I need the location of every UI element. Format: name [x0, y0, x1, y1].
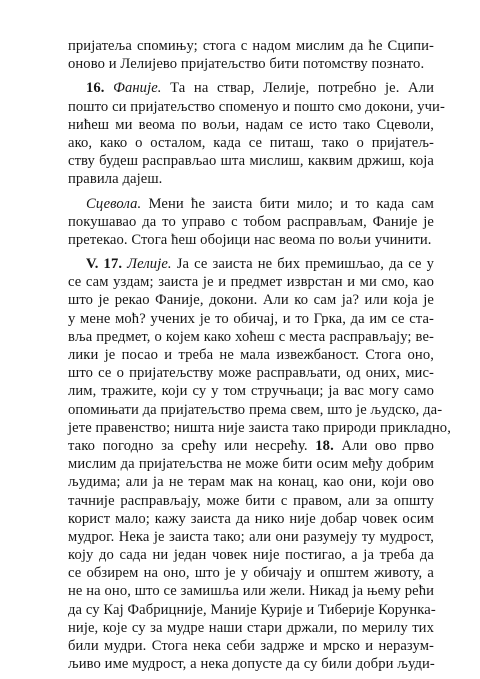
text-line [68, 346, 434, 364]
text-segment: Али ово прво [333, 437, 434, 454]
text-segment: се сам уздам; заиста је и предмет изврстан и ми смо, као [68, 274, 434, 291]
text-segment: што се о пријатељству може расправљати, од оних, мис- [68, 365, 434, 382]
text-line [68, 601, 434, 619]
text-line [68, 37, 434, 55]
text-segment: оново и Лелијево пријатељство бити потомству познато. [68, 56, 425, 73]
speaker-name: Лелије. [127, 256, 172, 273]
text-segment: покушавао да то управо с тобом расправљам, Фаније је [68, 213, 434, 230]
text-line [68, 510, 434, 528]
text-segment: претекао. Стога ћеш обојици нас веома по вољи учинити. [68, 231, 432, 248]
text-line [68, 637, 434, 655]
text-segment: мудрог. Нека је заиста тако; али они разумеју ту мудрост, [68, 528, 434, 545]
text-line [68, 55, 434, 73]
text-line [68, 255, 434, 273]
text-segment: ству будеш расправљао шта мислиш, каквим држиш, која [68, 153, 434, 170]
text-line [68, 116, 434, 134]
text-line [68, 473, 434, 491]
section-number: 18. [315, 437, 334, 454]
text-segment: били мудри. Стога нека себи задрже и мрско и неразум- [68, 638, 434, 654]
text-line [68, 528, 434, 546]
text-line [68, 582, 434, 600]
text-segment: лики је посао и треба не мала извежбаност. Стога оно, [68, 347, 434, 363]
text-segment: пријатеља спомињу; стога с надом мислим да ће Сципи- [68, 38, 434, 54]
text-line [68, 98, 445, 116]
text-line [68, 564, 434, 582]
text-line [68, 291, 434, 309]
text-segment: не на оно, што се замишља или жели. Никад ја њему рећи [68, 583, 434, 600]
text-segment: мислим да пријатељства не може бити осим међу добрим [68, 456, 434, 473]
text-line [68, 455, 434, 473]
text-segment [105, 80, 114, 96]
text-line [68, 79, 434, 97]
text-segment: људима; али ја не терам мак на конац, као они, који ово [68, 474, 434, 491]
text-segment: корист мало; кажу заиста да нико није добар човек осим [68, 510, 434, 527]
text-segment: нићеш ми веома по вољи, надам се исто тако Сцеволи, [68, 116, 434, 133]
text-line [68, 382, 434, 400]
text-segment: ако, како о осталом, када се питаш, тако о пријатељ- [68, 134, 434, 151]
text-segment: правила дајеш. [68, 171, 163, 188]
text-segment: лим, тражите, који су у том стручњаци; ја вас могу само [68, 383, 434, 400]
text-segment: Та на ствар, Лелије, потребно је. Али [161, 80, 434, 97]
text-segment: тачније расправљају, може бити с правом, али за општу [68, 492, 434, 509]
text-line [68, 152, 434, 170]
text-line [68, 195, 434, 213]
text-line [68, 546, 434, 564]
text-segment: није, које су за мудре наши стари држали, по мерилу тих [68, 619, 434, 636]
text-line [68, 437, 434, 455]
text-line [68, 170, 434, 188]
text-line [68, 213, 434, 231]
section-number: V. 17. [86, 256, 123, 273]
speaker-name: Фаније. [113, 80, 162, 97]
text-line [68, 231, 434, 249]
section-number: 16. [86, 80, 105, 97]
text-segment: у мене моћ? учених је то обичај, и то Грка, да им се ста- [68, 310, 434, 327]
text-segment: коју до сада ни један човек није постигао, а ја треба да [68, 547, 434, 564]
text-segment: пошто си пријатељство споменуо и пошто смо докони, учи- [68, 98, 445, 115]
speaker-name: Сцевола. [86, 195, 142, 212]
text-line [68, 401, 443, 419]
text-segment: тако погодно за срећу или несрећу. [68, 437, 316, 454]
text-segment: опомињати да пријатељство према свем, што је људско, да- [68, 401, 443, 418]
text-line [68, 655, 434, 673]
text-segment: љиво име мудрост, а нека допусте да су били добри људи- [68, 656, 435, 673]
text-segment: Ја се заиста не бих премишљао, да се у [171, 256, 434, 273]
text-segment: што је рекао Фаније, докони. Али ко сам ја? или која је [68, 292, 434, 309]
text-line [68, 619, 434, 637]
text-line [68, 310, 434, 328]
text-segment: вља предмет, о којем како хоћеш с места расправљају; ве- [68, 328, 434, 345]
text-line [68, 134, 434, 152]
text-segment: да су Кај Фабрицније, Маније Курије и Тиберије Корунка- [68, 601, 436, 618]
text-line [68, 273, 434, 291]
text-line [68, 492, 434, 510]
text-line [68, 419, 451, 437]
text-line [68, 328, 434, 346]
text-segment: Мени ће заиста бити мило; и то када сам [141, 195, 434, 212]
text-segment: се обзирем на оно, што је у обичају и општем животу, а [68, 565, 434, 582]
text-segment: јете правенство; ништа није заиста тако природи прикладно, [68, 419, 451, 436]
text-line [68, 364, 434, 382]
